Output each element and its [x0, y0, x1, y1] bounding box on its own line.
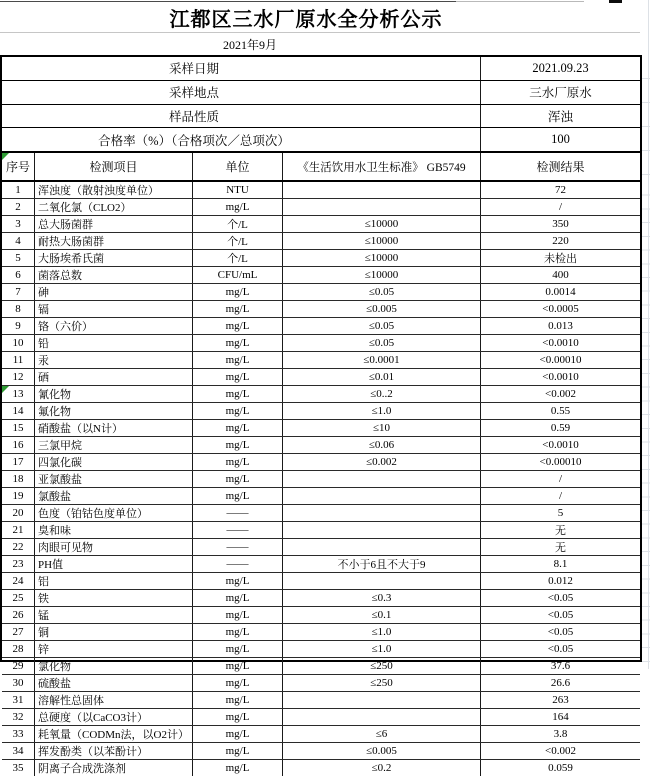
- sampling-date-label: 采样日期: [2, 57, 481, 80]
- row-index: 33: [2, 726, 35, 742]
- unit-cell: mg/L: [193, 386, 283, 402]
- item-name-cell: 菌落总数: [35, 267, 193, 283]
- table-row: [2, 182, 640, 199]
- row-index: 21: [2, 522, 35, 538]
- table-row: [2, 454, 640, 471]
- result-value-cell: <0.0010: [542, 337, 579, 349]
- table-row: [2, 709, 640, 726]
- result-value-cell: /: [558, 201, 563, 213]
- result-value-cell: <0.002: [545, 745, 576, 757]
- standard-limit-cell: ≤0.002: [283, 454, 481, 470]
- unit-cell: ——: [193, 505, 283, 521]
- row-index: 12: [2, 369, 35, 385]
- result-value-cell: <0.0005: [542, 303, 579, 315]
- unit-cell: ——: [193, 556, 283, 572]
- item-name-cell: 四氯化碳: [35, 454, 193, 470]
- standard-limit-cell: ≤0..2: [283, 386, 481, 402]
- table-row: [2, 658, 640, 675]
- info-row-sample-nature: [2, 105, 640, 129]
- table-row: [2, 420, 640, 437]
- item-name-cell: 总硬度（以CaCO3计）: [35, 709, 193, 725]
- header-result: 检测结果: [536, 160, 585, 174]
- standard-limit-cell: ≤0.05: [283, 318, 481, 334]
- sample-nature-label: 样品性质: [2, 105, 481, 128]
- row-index: 11: [2, 352, 35, 368]
- standard-limit-cell: [283, 199, 481, 215]
- unit-cell: mg/L: [193, 743, 283, 759]
- table-row: [2, 437, 640, 454]
- standard-limit-cell: ≤250: [283, 658, 481, 674]
- item-name-cell: PH值: [35, 556, 193, 572]
- standard-limit-cell: [283, 692, 481, 708]
- item-name-cell: 铜: [35, 624, 193, 640]
- result-value-cell: 0.55: [550, 405, 571, 417]
- result-value-cell: 5: [557, 507, 564, 519]
- row-index: 10: [2, 335, 35, 351]
- table-row: [2, 335, 640, 352]
- result-value-cell: 未检出: [544, 253, 577, 265]
- row-index: 14: [2, 403, 35, 419]
- result-value-cell: <0.05: [547, 643, 574, 655]
- item-name-cell: 耐热大肠菌群: [35, 233, 193, 249]
- unit-cell: mg/L: [193, 471, 283, 487]
- unit-cell: mg/L: [193, 760, 283, 776]
- unit-cell: mg/L: [193, 335, 283, 351]
- sample-info-block: [2, 55, 640, 151]
- item-name-cell: 铬（六价）: [35, 318, 193, 334]
- table-row: [2, 539, 640, 556]
- item-name-cell: 硒: [35, 369, 193, 385]
- info-row-sampling-location: [2, 81, 640, 105]
- row-index: 30: [2, 675, 35, 691]
- item-name-cell: 二氧化氯（CLO2）: [35, 199, 193, 215]
- result-value-cell: 0.59: [550, 422, 571, 434]
- result-value-cell: 400: [552, 269, 569, 281]
- item-name-cell: 肉眼可见物: [35, 539, 193, 555]
- excel-gridline-margin-top: [642, 55, 650, 182]
- standard-limit-cell: [283, 539, 481, 555]
- standard-limit-cell: ≤10000: [283, 267, 481, 283]
- row-index: 34: [2, 743, 35, 759]
- result-value-cell: <0.002: [545, 388, 576, 400]
- row-index: 22: [2, 539, 35, 555]
- table-row: [2, 318, 640, 335]
- standard-limit-cell: ≤0.1: [283, 607, 481, 623]
- standard-limit-cell: ≤0.2: [283, 760, 481, 776]
- result-value-cell: /: [558, 473, 563, 485]
- item-name-cell: 铝: [35, 573, 193, 589]
- result-value-cell: <0.00010: [539, 456, 582, 468]
- unit-cell: mg/L: [193, 488, 283, 504]
- result-value-cell: 37.6: [550, 660, 571, 672]
- unit-cell: mg/L: [193, 403, 283, 419]
- result-value-cell: <0.0010: [542, 439, 579, 451]
- header-unit: 单位: [193, 153, 283, 180]
- result-value-cell: <0.05: [547, 626, 574, 638]
- row-index: 8: [2, 301, 35, 317]
- row-index: 9: [2, 318, 35, 334]
- row-index: 18: [2, 471, 35, 487]
- unit-cell: mg/L: [193, 573, 283, 589]
- item-name-cell: 铅: [35, 335, 193, 351]
- unit-cell: mg/L: [193, 352, 283, 368]
- result-value-cell: 350: [552, 218, 569, 230]
- unit-cell: mg/L: [193, 624, 283, 640]
- item-name-cell: 铁: [35, 590, 193, 606]
- standard-limit-cell: ≤250: [283, 675, 481, 691]
- result-value-cell: 0.059: [548, 762, 573, 774]
- row-index: 23: [2, 556, 35, 572]
- item-name-cell: 溶解性总固体: [35, 692, 193, 708]
- table-row: [2, 488, 640, 505]
- item-name-cell: 氯酸盐: [35, 488, 193, 504]
- row-index: 26: [2, 607, 35, 623]
- unit-cell: mg/L: [193, 454, 283, 470]
- item-name-cell: 三氯甲烷: [35, 437, 193, 453]
- standard-limit-cell: [283, 182, 481, 198]
- unit-cell: mg/L: [193, 420, 283, 436]
- item-name-cell: 臭和味: [35, 522, 193, 538]
- row-index: 17: [2, 454, 35, 470]
- pass-rate-value: 100: [551, 132, 570, 147]
- item-name-cell: 挥发酚类（以苯酚计）: [35, 743, 193, 759]
- unit-cell: mg/L: [193, 284, 283, 300]
- unit-cell: mg/L: [193, 641, 283, 657]
- result-value-cell: 无: [555, 542, 566, 554]
- row-index: 29: [2, 658, 35, 674]
- table-row: [2, 369, 640, 386]
- item-name-cell: 锌: [35, 641, 193, 657]
- standard-limit-cell: ≤0.3: [283, 590, 481, 606]
- cell-error-marker-icon: [2, 386, 9, 393]
- sample-nature-value: 浑浊: [547, 109, 573, 124]
- row-index: 32: [2, 709, 35, 725]
- standard-limit-cell: ≤0.005: [283, 743, 481, 759]
- standard-limit-cell: ≤0.05: [283, 284, 481, 300]
- analysis-table: [0, 55, 642, 775]
- item-name-cell: 砷: [35, 284, 193, 300]
- standard-limit-cell: [283, 573, 481, 589]
- result-value-cell: 无: [555, 525, 566, 537]
- item-name-cell: 色度（铂钴色度单位）: [35, 505, 193, 521]
- row-index: 13: [2, 386, 35, 402]
- page-title: 江都区三水厂原水全分析公示: [169, 8, 443, 31]
- unit-cell: 个/L: [193, 233, 283, 249]
- standard-limit-cell: ≤6: [283, 726, 481, 742]
- row-index: 5: [2, 250, 35, 266]
- table-row: [2, 250, 640, 267]
- result-value-cell: 0.0014: [545, 286, 576, 298]
- item-name-cell: 氯化物: [35, 658, 193, 674]
- table-row: [2, 471, 640, 488]
- excel-gridline-margin-rows: [642, 182, 650, 669]
- row-index: 24: [2, 573, 35, 589]
- table-row: [2, 505, 640, 522]
- item-name-cell: 汞: [35, 352, 193, 368]
- table-row: [2, 522, 640, 539]
- table-header-row: [2, 151, 640, 182]
- result-value-cell: <0.00010: [539, 354, 582, 366]
- unit-cell: mg/L: [193, 709, 283, 725]
- table-row: [2, 573, 640, 590]
- item-name-cell: 镉: [35, 301, 193, 317]
- result-value-cell: 3.8: [553, 728, 568, 740]
- table-row: [2, 556, 640, 573]
- unit-cell: mg/L: [193, 199, 283, 215]
- unit-cell: CFU/mL: [193, 267, 283, 283]
- result-value-cell: 0.012: [548, 575, 573, 587]
- standard-limit-cell: ≤0.06: [283, 437, 481, 453]
- standard-limit-cell: [283, 505, 481, 521]
- standard-limit-cell: ≤0.01: [283, 369, 481, 385]
- row-index: 27: [2, 624, 35, 640]
- item-name-cell: 亚氯酸盐: [35, 471, 193, 487]
- standard-limit-cell: ≤10: [283, 420, 481, 436]
- standard-limit-cell: [283, 709, 481, 725]
- table-row: [2, 403, 640, 420]
- table-row: [2, 386, 640, 403]
- result-value-cell: 164: [552, 711, 569, 723]
- row-index: 15: [2, 420, 35, 436]
- row-index: 4: [2, 233, 35, 249]
- header-serial: [2, 153, 35, 180]
- row-index: 2: [2, 199, 35, 215]
- table-row: [2, 233, 640, 250]
- standard-limit-cell: [283, 471, 481, 487]
- standard-limit-cell: ≤0.0001: [283, 352, 481, 368]
- item-name-cell: 锰: [35, 607, 193, 623]
- table-row: [2, 284, 640, 301]
- result-value-cell: <0.05: [547, 592, 574, 604]
- table-row: [2, 267, 640, 284]
- sampling-date-value: 2021.09.23: [532, 60, 589, 75]
- unit-cell: mg/L: [193, 369, 283, 385]
- standard-limit-cell: ≤1.0: [283, 624, 481, 640]
- standard-limit-cell: ≤10000: [283, 233, 481, 249]
- row-index: 1: [2, 182, 35, 198]
- item-name-cell: 浑浊度（散射浊度单位）: [35, 182, 193, 198]
- table-row: [2, 743, 640, 760]
- standard-limit-cell: [283, 522, 481, 538]
- row-index: 20: [2, 505, 35, 521]
- row-index: 16: [2, 437, 35, 453]
- result-value-cell: /: [558, 490, 563, 502]
- table-row: [2, 675, 640, 692]
- standard-limit-cell: 不小于6且不大于9: [283, 556, 481, 572]
- table-row: [2, 726, 640, 743]
- table-row: [2, 199, 640, 216]
- unit-cell: mg/L: [193, 318, 283, 334]
- unit-cell: mg/L: [193, 590, 283, 606]
- table-row: [2, 216, 640, 233]
- row-index: 7: [2, 284, 35, 300]
- unit-cell: mg/L: [193, 301, 283, 317]
- result-value-cell: 263: [552, 694, 569, 706]
- row-index: 35: [2, 760, 35, 776]
- unit-cell: 个/L: [193, 216, 283, 232]
- result-value-cell: <0.0010: [542, 371, 579, 383]
- table-row: [2, 301, 640, 318]
- header-item: 检测项目: [35, 153, 193, 180]
- row-index: 31: [2, 692, 35, 708]
- item-name-cell: 氟化物: [35, 403, 193, 419]
- row-index: 3: [2, 216, 35, 232]
- table-row: [2, 624, 640, 641]
- sampling-location-value: 三水厂原水: [529, 86, 592, 101]
- standard-limit-cell: ≤1.0: [283, 641, 481, 657]
- unit-cell: NTU: [193, 182, 283, 198]
- info-row-sampling-date: [2, 57, 640, 81]
- unit-cell: mg/L: [193, 692, 283, 708]
- report-month: 2021年9月: [222, 37, 277, 52]
- standard-limit-cell: ≤10000: [283, 250, 481, 266]
- standard-limit-cell: ≤10000: [283, 216, 481, 232]
- unit-cell: mg/L: [193, 437, 283, 453]
- header-serial-label: 序号: [5, 160, 30, 174]
- table-row: [2, 760, 640, 776]
- result-value-cell: 0.013: [548, 320, 573, 332]
- table-body: [2, 182, 640, 775]
- item-name-cell: 硝酸盐（以N计）: [35, 420, 193, 436]
- item-name-cell: 硫酸盐: [35, 675, 193, 691]
- unit-cell: ——: [193, 522, 283, 538]
- result-value-cell: 220: [552, 235, 569, 247]
- item-name-cell: 大肠埃希氏菌: [35, 250, 193, 266]
- unit-cell: mg/L: [193, 607, 283, 623]
- table-row: [2, 607, 640, 624]
- row-index: 19: [2, 488, 35, 504]
- unit-cell: mg/L: [193, 726, 283, 742]
- result-value-cell: 26.6: [550, 677, 571, 689]
- standard-limit-cell: [283, 488, 481, 504]
- table-row: [2, 641, 640, 658]
- standard-limit-cell: ≤0.005: [283, 301, 481, 317]
- item-name-cell: 耗氧量（CODMn法，以O2计）: [35, 726, 193, 742]
- result-value-cell: <0.05: [547, 609, 574, 621]
- item-name-cell: 总大肠菌群: [35, 216, 193, 232]
- unit-cell: mg/L: [193, 675, 283, 691]
- unit-cell: mg/L: [193, 658, 283, 674]
- pass-rate-label: 合格率（%）（合格项次／总项次）: [2, 128, 481, 151]
- row-index: 25: [2, 590, 35, 606]
- result-value-cell: 8.1: [553, 558, 568, 570]
- table-row: [2, 352, 640, 369]
- info-row-pass-rate: [2, 128, 640, 151]
- result-value-cell: 72: [555, 184, 566, 196]
- standard-limit-cell: ≤1.0: [283, 403, 481, 419]
- row-index: 6: [2, 267, 35, 283]
- header-standard: 《生活饮用水卫生标准》 GB5749: [283, 153, 481, 180]
- item-name-cell: 阴离子合成洗涤剂: [35, 760, 193, 776]
- unit-cell: 个/L: [193, 250, 283, 266]
- unit-cell: ——: [193, 539, 283, 555]
- cell-error-marker-icon: [2, 153, 9, 160]
- item-name-cell: 氰化物: [35, 386, 193, 402]
- table-row: [2, 692, 640, 709]
- row-index: 28: [2, 641, 35, 657]
- table-row: [2, 590, 640, 607]
- sampling-location-label: 采样地点: [2, 81, 481, 104]
- standard-limit-cell: ≤0.05: [283, 335, 481, 351]
